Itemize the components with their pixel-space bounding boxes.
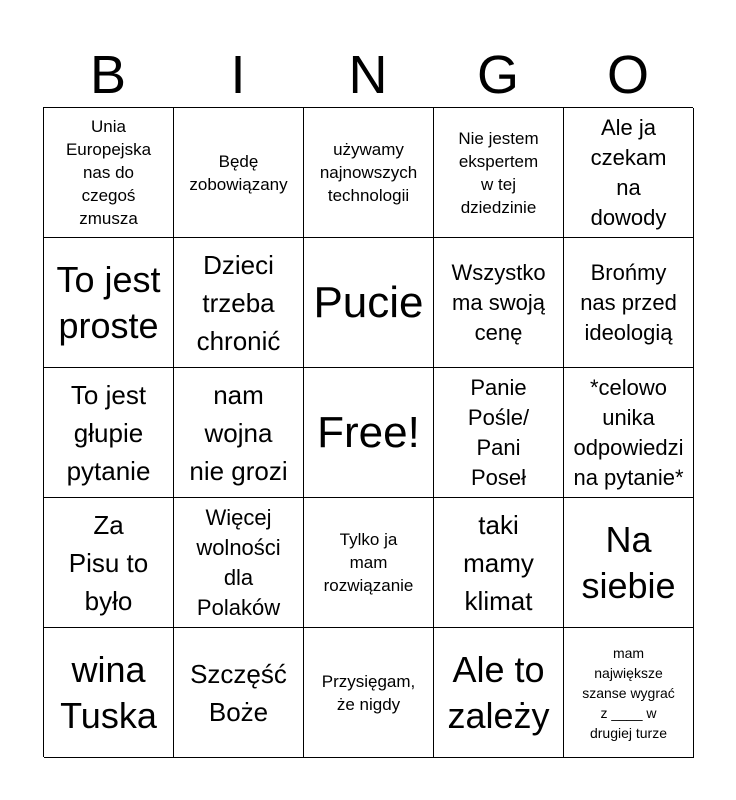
bingo-cell[interactable] <box>44 108 174 238</box>
bingo-cell[interactable] <box>304 108 434 238</box>
bingo-cell-text: Unia Europejska nas do czegoś zmusza <box>65 117 152 228</box>
bingo-cell-text: Będę zobowiązany <box>189 151 288 194</box>
bingo-cell[interactable] <box>304 498 434 628</box>
bingo-cell-text: Dzieci trzeba chronić <box>196 249 281 356</box>
bingo-cell[interactable] <box>44 238 174 368</box>
bingo-cell-text: Pucie <box>313 277 424 327</box>
header-letter-b: B <box>89 45 127 105</box>
bingo-cell-text: taki mamy klimat <box>463 509 534 616</box>
bingo-cell-text: Na siebie <box>581 518 676 606</box>
bingo-cell[interactable] <box>434 238 564 368</box>
bingo-cell-text: Free! <box>317 407 420 457</box>
header-letter-i: I <box>230 45 246 105</box>
bingo-cell-text: Tylko ja mam rozwiązanie <box>323 530 414 595</box>
bingo-cell[interactable] <box>304 628 434 758</box>
bingo-cell[interactable] <box>434 628 564 758</box>
bingo-cell-text: mam największe szanse wygrać z ____ w drugiej turze <box>582 644 675 741</box>
bingo-cell-text: Więcej wolności dla Polaków <box>196 504 281 620</box>
bingo-cell-text: Przysięgam, że nigdy <box>321 671 416 714</box>
bingo-cell[interactable] <box>174 368 304 498</box>
bingo-header <box>43 42 693 108</box>
bingo-cell[interactable] <box>174 108 304 238</box>
bingo-cell[interactable] <box>564 498 694 628</box>
bingo-board <box>43 107 693 757</box>
bingo-cell-text: nam wojna nie grozi <box>189 379 288 486</box>
bingo-cell[interactable] <box>174 628 304 758</box>
bingo-cell[interactable] <box>44 368 174 498</box>
bingo-cell-text: Ale ja czekam na dowody <box>590 114 667 230</box>
bingo-cell[interactable] <box>564 368 694 498</box>
bingo-cell[interactable] <box>564 238 694 368</box>
bingo-cell-text: Za Pisu to było <box>68 509 149 616</box>
bingo-cell[interactable] <box>44 498 174 628</box>
bingo-cell-text: Ale to zależy <box>447 648 550 736</box>
bingo-cell[interactable] <box>174 238 304 368</box>
bingo-cell[interactable] <box>304 368 434 498</box>
bingo-cell[interactable] <box>434 368 564 498</box>
bingo-cell[interactable] <box>434 498 564 628</box>
bingo-cell-text: To jest proste <box>56 258 161 346</box>
header-letter-n: N <box>348 45 388 105</box>
bingo-cell-text: Brońmy nas przed ideologią <box>580 259 677 345</box>
bingo-cell[interactable] <box>304 238 434 368</box>
bingo-cell-text: Szczęść Boże <box>190 658 287 727</box>
bingo-cell-text: Nie jestem ekspertem w tej dziedzinie <box>458 128 539 217</box>
header-letter-o: O <box>606 45 649 105</box>
bingo-cell[interactable] <box>564 628 694 758</box>
bingo-cell-text: Panie Pośle/ Pani Poseł <box>467 374 530 490</box>
bingo-cell-text: wina Tuska <box>60 648 157 736</box>
bingo-cell-text: *celowo unika odpowiedzi na pytanie* <box>573 374 684 490</box>
header-letter-g: G <box>476 45 519 105</box>
bingo-cell[interactable] <box>564 108 694 238</box>
bingo-cell[interactable] <box>44 628 174 758</box>
bingo-cell-text: używamy najnowszych technologii <box>319 140 418 205</box>
bingo-cell-text: Wszystko ma swoją cenę <box>451 259 546 345</box>
bingo-cell[interactable] <box>434 108 564 238</box>
bingo-cell-text: To jest głupie pytanie <box>66 379 151 486</box>
bingo-cell[interactable] <box>174 498 304 628</box>
